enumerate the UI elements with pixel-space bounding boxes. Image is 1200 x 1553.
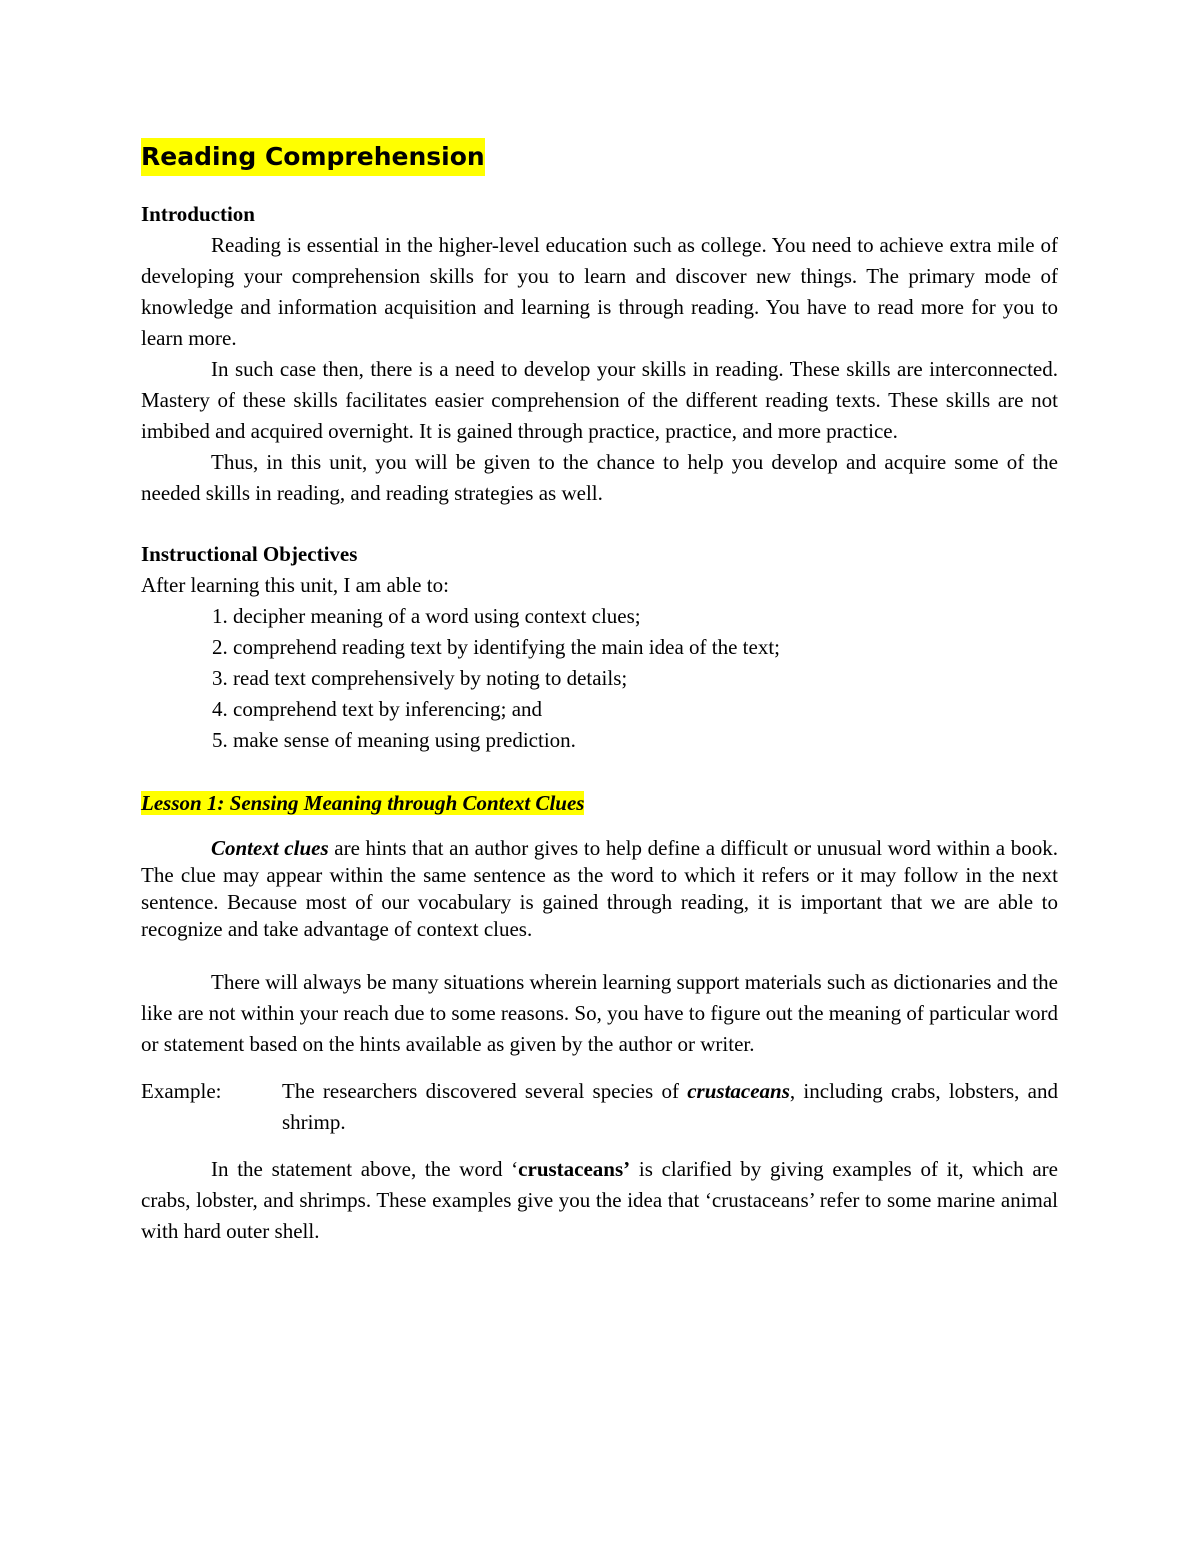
objectives-lead: After learning this unit, I am able to: [141, 573, 449, 597]
lesson-1-heading [141, 788, 1058, 819]
objective-item: 4. comprehend text by inferencing; and [212, 697, 543, 721]
example-label: Example: [141, 1079, 222, 1103]
lesson-1-paragraph-3 [141, 1154, 1058, 1247]
document-page [141, 138, 1058, 1247]
lesson-1-body [141, 835, 1058, 1247]
example-text-before: The researchers discovered several species of [282, 1079, 688, 1103]
intro-paragraph-1: Reading is essential in the higher-level education such as college. You need to achieve extra mile of developing your comprehension skills for you to learn and discover new things. The primary mode of knowledge and information acquisition and learning is through reading. You have to read more for you to learn more. [141, 233, 1058, 350]
objectives-heading: Instructional Objectives [141, 542, 358, 566]
example-text [282, 1076, 1058, 1138]
lesson-1-paragraph-2: There will always be many situations wherein learning support materials such as dictionaries and the like are not within your reach due to some reasons. So, you have to figure out the meaning of particular word or statement based on the hints available as given by the author or writer. [141, 970, 1058, 1056]
objective-item: 3. read text comprehensively by noting to details; [212, 666, 628, 690]
lesson-1-paragraph-1 [141, 835, 1058, 943]
lesson-1-paragraph-3-after: is clarified by giving examples of it, which are crabs, lobster, and shrimps. These examples give you the idea that ‘crustaceans’ refer to some marine animal with hard outer shell. [141, 1157, 1058, 1243]
lesson-1-paragraph-1-text: are hints that an author gives to help define a difficult or unusual word within a book. The clue may appear within the same sentence as the word to which it refers or it may follow in the next sentence. Because most of our vocabulary is gained through reading, it is important that we are able to recognize and take advantage of context clues. [141, 836, 1058, 941]
example-block [141, 1076, 1058, 1138]
crustaceans-term: crustaceans’ [518, 1157, 631, 1181]
objective-item: 2. comprehend reading text by identifying the main idea of the text; [212, 635, 780, 659]
page-title: Reading Comprehension [141, 138, 485, 176]
lesson-1-heading-text: Lesson 1: Sensing Meaning through Context Clues [141, 791, 585, 815]
objectives-list [141, 601, 1058, 756]
introduction-heading: Introduction [141, 202, 255, 226]
objective-item: 5. make sense of meaning using prediction. [212, 728, 576, 752]
example-term: crustaceans [687, 1079, 790, 1103]
intro-paragraph-3: Thus, in this unit, you will be given to the chance to help you develop and acquire some of the needed skills in reading, and reading strategies as well. [141, 450, 1058, 505]
intro-paragraph-2: In such case then, there is a need to develop your skills in reading. These skills are interconnected. Mastery of these skills facilitates easier comprehension of the different reading texts. These skills are not imbibed and acquired overnight. It is gained through practice, practice, and more practice. [141, 357, 1058, 443]
example-text-after: , including crabs, lobsters, and shrimp. [282, 1079, 1059, 1134]
lesson-1-paragraph-3-before: In the statement above, the word ‘ [211, 1157, 519, 1181]
context-clues-term: Context clues [211, 836, 329, 860]
objective-item: 1. decipher meaning of a word using context clues; [212, 604, 641, 628]
